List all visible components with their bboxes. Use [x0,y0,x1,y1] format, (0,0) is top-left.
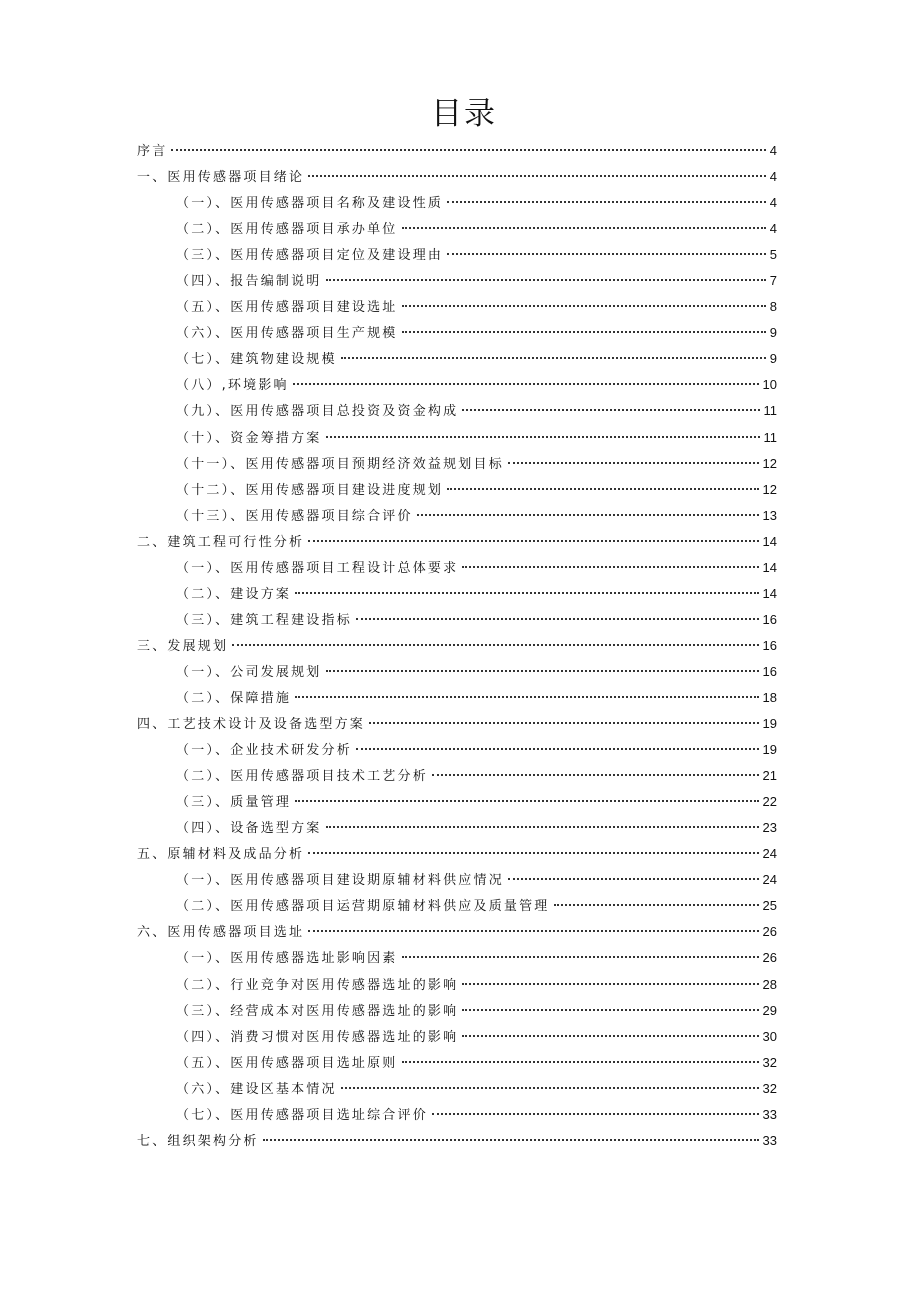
toc-entry-page-number: 33 [762,1106,777,1122]
toc-entry-page-number: 33 [762,1132,777,1148]
toc-entry-page-number: 12 [762,481,777,497]
toc-entry-page-number: 24 [762,872,777,888]
toc-entry-subsection[interactable] [137,454,777,480]
toc-entry-page-number: 16 [762,637,777,653]
dot-leader [508,462,759,464]
dot-leader [341,1087,759,1089]
toc-entry-subsection[interactable] [137,948,777,974]
dot-leader [341,357,766,359]
toc-entry-page-number: 4 [769,221,777,237]
toc-entry-section[interactable] [137,167,777,193]
toc-entry-subsection[interactable] [137,271,777,297]
toc-entry-page-number: 26 [762,950,777,966]
toc-entry-label: （十）、资金筹措方案 [176,430,322,446]
dot-leader [308,852,758,854]
toc-entry-page-number: 14 [762,533,777,549]
toc-entry-subsection[interactable] [137,558,777,584]
dot-leader [171,149,765,151]
dot-leader [369,722,759,724]
toc-entry-label: （八）,环境影响 [176,378,289,394]
toc-entry-page-number: 30 [762,1028,777,1044]
toc-entry-label: （三）、质量管理 [176,795,292,811]
toc-entry-page-number: 32 [762,1080,777,1096]
toc-entry-subsection[interactable] [137,323,777,349]
dot-leader [263,1139,759,1141]
toc-entry-subsection[interactable] [137,506,777,532]
toc-entry-page-number: 4 [769,169,777,185]
dot-leader [508,878,759,880]
dot-leader [462,566,758,568]
dot-leader [402,331,766,333]
dot-leader [326,279,766,281]
dot-leader [554,904,759,906]
toc-entry-section[interactable] [137,141,777,167]
toc-entry-section[interactable] [137,922,777,948]
toc-entry-label: （二）、行业竞争对医用传感器选址的影响 [176,977,459,993]
toc-entry-label: （九）、医用传感器项目总投资及资金构成 [176,404,459,420]
toc-entry-label: （七）、医用传感器项目选址综合评价 [176,1107,428,1123]
toc-entry-page-number: 22 [762,794,777,810]
toc-entry-page-number: 28 [762,976,777,992]
dot-leader [447,488,758,490]
toc-entry-label: （四）、消费习惯对医用传感器选址的影响 [176,1029,459,1045]
toc-entry-page-number: 29 [762,1002,777,1018]
toc-entry-subsection[interactable] [137,870,777,896]
toc-entry-subsection[interactable] [137,375,777,401]
toc-entry-label: （四）、设备选型方案 [176,821,322,837]
toc-entry-label: （三）、医用传感器项目定位及建设理由 [176,248,444,264]
dot-leader [295,592,758,594]
toc-entry-subsection[interactable] [137,193,777,219]
toc-entry-page-number: 19 [762,716,777,732]
toc-entry-section[interactable] [137,636,777,662]
toc-entry-page-number: 12 [762,455,777,471]
toc-entry-subsection[interactable] [137,1053,777,1079]
toc-entry-label: （一）、医用传感器选址影响因素 [176,951,398,967]
toc-entry-subsection[interactable] [137,401,777,427]
toc-entry-page-number: 9 [769,325,777,341]
toc-entry-page-number: 7 [769,273,777,289]
dot-leader [417,514,759,516]
toc-entry-page-number: 4 [769,195,777,211]
toc-entry-label: （五）、医用传感器项目选址原则 [176,1055,398,1071]
toc-entry-page-number: 9 [769,351,777,367]
dot-leader [432,1113,759,1115]
toc-entry-subsection[interactable] [137,662,777,688]
toc-entry-label: （十三）、医用传感器项目综合评价 [176,508,413,524]
toc-entry-label: （七）、建筑物建设规模 [176,352,337,368]
table-of-contents [137,141,777,1157]
toc-entry-subsection[interactable] [137,818,777,844]
toc-entry-label: （一）、医用传感器项目建设期原辅材料供应情况 [176,873,504,889]
toc-entry-page-number: 13 [762,507,777,523]
toc-entry-label: （六）、建设区基本情况 [176,1081,337,1097]
dot-leader [293,383,759,385]
toc-entry-page-number: 24 [762,846,777,862]
toc-entry-page-number: 21 [762,768,777,784]
toc-entry-subsection[interactable] [137,1027,777,1053]
toc-entry-label: 三、发展规划 [137,638,229,654]
toc-entry-label: （一）、企业技术研发分析 [176,743,352,759]
toc-entry-subsection[interactable] [137,740,777,766]
toc-entry-subsection[interactable] [137,1105,777,1131]
toc-entry-page-number: 23 [762,820,777,836]
toc-entry-page-number: 11 [763,403,777,419]
toc-entry-label: 二、建筑工程可行性分析 [137,534,305,550]
toc-entry-section[interactable] [137,532,777,558]
toc-entry-label: （四）、报告编制说明 [176,274,322,290]
dot-leader [326,436,760,438]
dot-leader [308,540,758,542]
dot-leader [447,253,766,255]
dot-leader [402,305,766,307]
toc-entry-subsection[interactable] [137,584,777,610]
toc-entry-section[interactable] [137,714,777,740]
toc-entry-label: 七、组织架构分析 [137,1133,259,1149]
toc-entry-label: （一）、公司发展规划 [176,664,322,680]
toc-entry-subsection[interactable] [137,610,777,636]
dot-leader [308,175,766,177]
toc-entry-label: （十二）、医用传感器项目建设进度规划 [176,482,444,498]
dot-leader [326,670,759,672]
toc-entry-page-number: 10 [762,377,777,393]
toc-entry-label: （十一）、医用传感器项目预期经济效益规划目标 [176,456,504,472]
toc-entry-subsection[interactable] [137,1079,777,1105]
toc-entry-label: （一）、医用传感器项目名称及建设性质 [176,196,444,212]
toc-entry-subsection[interactable] [137,297,777,323]
toc-entry-label: （二）、建设方案 [176,586,292,602]
toc-entry-label: 一、医用传感器项目绪论 [137,170,305,186]
toc-entry-page-number: 26 [762,924,777,940]
toc-entry-subsection[interactable] [137,896,777,922]
toc-entry-page-number: 16 [762,663,777,679]
dot-leader [462,1009,758,1011]
toc-entry-section[interactable] [137,1131,777,1157]
toc-entry-label: 序言 [137,144,168,159]
dot-leader [356,618,759,620]
dot-leader [402,227,766,229]
toc-entry-label: （二）、医用传感器项目承办单位 [176,222,398,238]
toc-entry-subsection[interactable] [137,245,777,271]
dot-leader [462,983,758,985]
toc-entry-page-number: 14 [762,585,777,601]
toc-entry-label: （三）、建筑工程建设指标 [176,612,352,628]
toc-entry-subsection[interactable] [137,688,777,714]
toc-entry-section[interactable] [137,844,777,870]
toc-entry-label: （三）、经营成本对医用传感器选址的影响 [176,1003,459,1019]
dot-leader [432,774,759,776]
page-title: 目录 [431,96,497,132]
toc-entry-page-number: 11 [763,429,777,445]
toc-entry-page-number: 4 [769,143,777,158]
dot-leader [326,826,759,828]
toc-entry-label: 四、工艺技术设计及设备选型方案 [137,717,366,733]
toc-entry-label: （五）、医用传感器项目建设选址 [176,300,398,316]
dot-leader [356,748,759,750]
toc-entry-page-number: 8 [769,299,777,315]
toc-entry-page-number: 14 [762,559,777,575]
toc-entry-subsection[interactable] [137,975,777,1001]
toc-entry-label: （二）、保障措施 [176,690,292,706]
toc-entry-page-number: 18 [762,689,777,705]
dot-leader [462,409,759,411]
toc-entry-subsection[interactable] [137,219,777,245]
dot-leader [232,644,758,646]
toc-entry-subsection[interactable] [137,766,777,792]
toc-entry-label: （一）、医用传感器项目工程设计总体要求 [176,560,459,576]
dot-leader [295,800,758,802]
toc-entry-label: 六、医用传感器项目选址 [137,925,305,941]
toc-entry-label: （二）、医用传感器项目运营期原辅材料供应及质量管理 [176,899,550,915]
toc-entry-subsection[interactable] [137,349,777,375]
toc-entry-page-number: 16 [762,611,777,627]
dot-leader [402,1061,759,1063]
toc-entry-subsection[interactable] [137,480,777,506]
toc-entry-page-number: 32 [762,1054,777,1070]
toc-entry-label: （二）、医用传感器项目技术工艺分析 [176,769,428,785]
toc-entry-subsection[interactable] [137,428,777,454]
toc-entry-page-number: 25 [762,898,777,914]
dot-leader [447,201,766,203]
dot-leader [462,1035,758,1037]
dot-leader [295,696,758,698]
toc-entry-subsection[interactable] [137,792,777,818]
toc-entry-page-number: 5 [769,247,777,263]
toc-entry-page-number: 19 [762,742,777,758]
dot-leader [402,956,759,958]
toc-entry-label: （六）、医用传感器项目生产规模 [176,326,398,342]
dot-leader [308,930,758,932]
toc-entry-subsection[interactable] [137,1001,777,1027]
toc-entry-label: 五、原辅材料及成品分析 [137,847,305,863]
